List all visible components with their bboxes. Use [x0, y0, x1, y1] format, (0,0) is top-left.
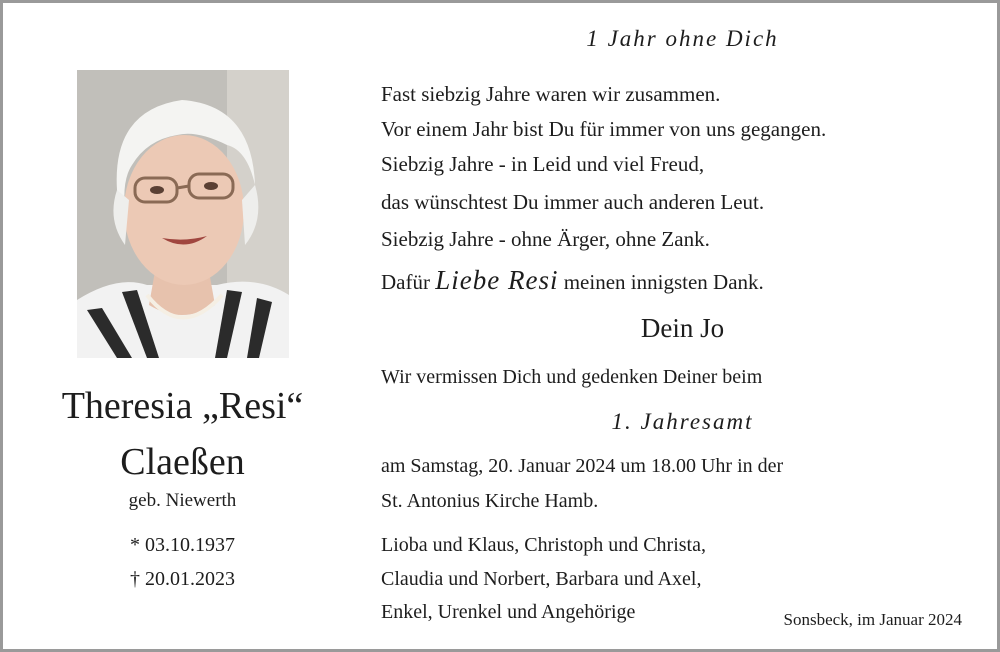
place-date: Sonsbeck, im Januar 2024: [783, 610, 962, 629]
family-line: Claudia und Norbert, Barbara und Axel,: [381, 568, 702, 590]
death-date: † 20.01.2023: [130, 568, 235, 590]
poem-line: Siebzig Jahre - ohne Ärger, ohne Zank.: [381, 227, 710, 251]
poem-last-line: [381, 265, 764, 296]
deceased-name-first: Theresia „Resi“: [61, 385, 304, 427]
portrait-illustration: [77, 70, 289, 358]
poem-line: Fast siebzig Jahre waren wir zusammen.: [381, 82, 721, 106]
birth-date: * 03.10.1937: [130, 534, 235, 556]
poem-line: Vor einem Jahr bist Du für immer von uns gegangen.: [381, 117, 827, 141]
poem-last-line-end: meinen innigsten Dank.: [558, 270, 764, 294]
family-line: Lioba und Klaus, Christoph und Christa,: [381, 534, 706, 556]
family-line: Enkel, Urenkel und Angehörige: [381, 601, 636, 623]
poem-line: das wünschtest Du immer auch anderen Leut.: [381, 190, 765, 214]
event-title: 1. Jahresamt: [611, 409, 754, 434]
maiden-name: geb. Niewerth: [128, 490, 237, 511]
event-location: St. Antonius Kirche Hamb.: [381, 490, 599, 512]
invitation-text: Wir vermissen Dich und gedenken Deiner beim: [381, 366, 763, 388]
poem-line: Siebzig Jahre - in Leid und viel Freud,: [381, 152, 705, 176]
notice-heading: 1 Jahr ohne Dich: [586, 26, 779, 51]
poem-last-line-start: Dafür: [381, 270, 436, 294]
event-date-time: am Samstag, 20. Januar 2024 um 18.00 Uhr in der: [381, 455, 784, 477]
signature: Dein Jo: [640, 313, 725, 343]
poem-highlight-name: Liebe Resi: [435, 265, 559, 295]
deceased-name-last: Claeßen: [120, 441, 245, 483]
portrait-photo: [77, 70, 289, 358]
